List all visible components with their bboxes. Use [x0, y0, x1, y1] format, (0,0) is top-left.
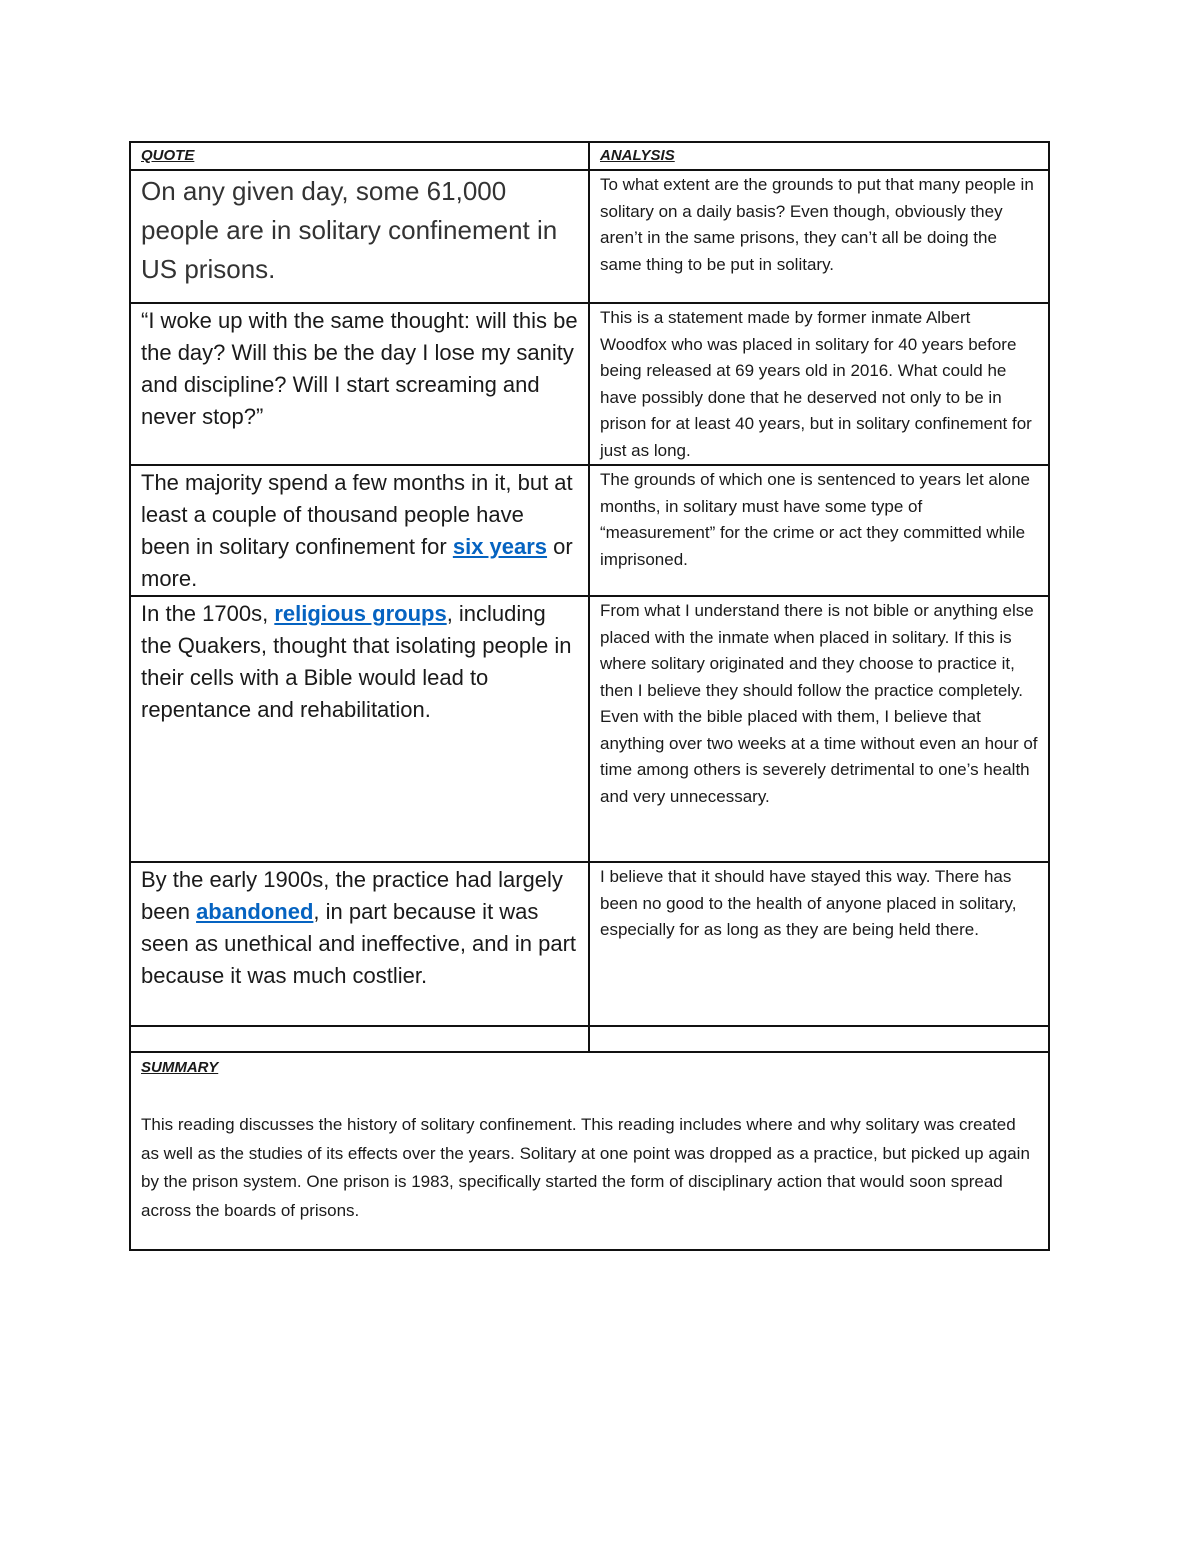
- analysis-text: This is a statement made by former inmate Albert Woodfox who was placed in solitary for 40 years before being released at 69 years old in 2016. What could he have possibly done that he deserved not only to be in prison for at least 40 years, but in solitary confinement for just as long.: [600, 308, 1032, 460]
- table-row: [130, 170, 1049, 303]
- quote-text-after: , including the Quakers, thought that isolating people in their cells with a Bible would lead to repentance and rehabilitation.: [141, 601, 572, 722]
- analysis-header-cell: [589, 142, 1049, 170]
- quote-cell: [130, 303, 589, 465]
- table-row: [130, 303, 1049, 465]
- quote-text: [141, 863, 578, 992]
- analysis-cell: [589, 862, 1049, 1026]
- analysis-text: I believe that it should have stayed this way. There has been no good to the health of anyone placed in solitary, especially for as long as they are being held there.: [600, 867, 1017, 939]
- analysis-cell: [589, 596, 1049, 862]
- quote-text: On any given day, some 61,000 people are in solitary confinement in US prisons.: [141, 176, 558, 284]
- quote-text-after: , in part because it was seen as unethical and ineffective, and in part because it was much costlier.: [141, 899, 577, 988]
- quote-cell: [130, 596, 589, 862]
- quote-text-after: or more.: [141, 534, 573, 591]
- analysis-text: The grounds of which one is sentenced to years let alone months, in solitary must have some type of “measurement” for the crime or act they committed while imprisoned.: [600, 470, 1030, 569]
- quote-text: “I woke up with the same thought: will this be the day? Will this be the day I lose my sanity and discipline? Will I start screaming and never stop?”: [141, 308, 578, 429]
- quote-text-before: The majority spend a few months in it, but at least a couple of thousand people have been in solitary confinement for: [141, 470, 573, 559]
- six-years-link[interactable]: six years: [452, 534, 548, 559]
- analysis-text: From what I understand there is not bible or anything else placed with the inmate when placed in solitary. If this is where solitary originated and they choose to practice it, then I believe they should follow the practice completely. Even with the bible placed with them, I believe that anything over two weeks at a time without even an hour of time among others is severely detrimental to one’s health and very unnecessary.: [600, 601, 1038, 806]
- summary-cell: [130, 1052, 1049, 1250]
- quote-cell: [130, 862, 589, 1026]
- summary-title: SUMMARY: [141, 1059, 219, 1076]
- quote-text-before: In the 1700s,: [141, 601, 275, 626]
- abandoned-link[interactable]: abandoned: [196, 899, 314, 924]
- quote-text-before: By the early 1900s, the practice had largely been: [141, 867, 563, 924]
- table-row: [130, 862, 1049, 1026]
- religious-groups-link[interactable]: religious groups: [274, 601, 447, 626]
- quote-text: [141, 597, 578, 726]
- quote-cell: [130, 465, 589, 596]
- analysis-cell: [589, 170, 1049, 303]
- quote-analysis-table: [129, 141, 1050, 1251]
- analysis-cell: [589, 465, 1049, 596]
- table-row: [130, 596, 1049, 862]
- analysis-text: To what extent are the grounds to put that many people in solitary on a daily basis? Even though, obviously they aren’t in the same prisons, they can’t all be doing the same thing to be put in solitary.: [600, 175, 1034, 274]
- empty-row: [130, 1026, 1049, 1052]
- analysis-header: ANALYSIS: [600, 147, 675, 164]
- table-row: [130, 465, 1049, 596]
- quote-header: QUOTE: [141, 147, 195, 164]
- table-header-row: [130, 142, 1049, 170]
- empty-quote-cell: [130, 1026, 589, 1052]
- empty-analysis-cell: [589, 1026, 1049, 1052]
- summary-row: [130, 1052, 1049, 1250]
- quote-header-cell: [130, 142, 589, 170]
- quote-cell: [130, 170, 589, 303]
- analysis-cell: [589, 303, 1049, 465]
- quote-text: [141, 466, 578, 595]
- summary-body: This reading discusses the history of solitary confinement. This reading includes where and why solitary was created as well as the studies of its effects over the years. Solitary at one point was dropped as a practice, but picked up again by the prison system. One prison is 1983, specifically started the form of disciplinary action that would soon spread across the boards of prisons.: [141, 1115, 1030, 1220]
